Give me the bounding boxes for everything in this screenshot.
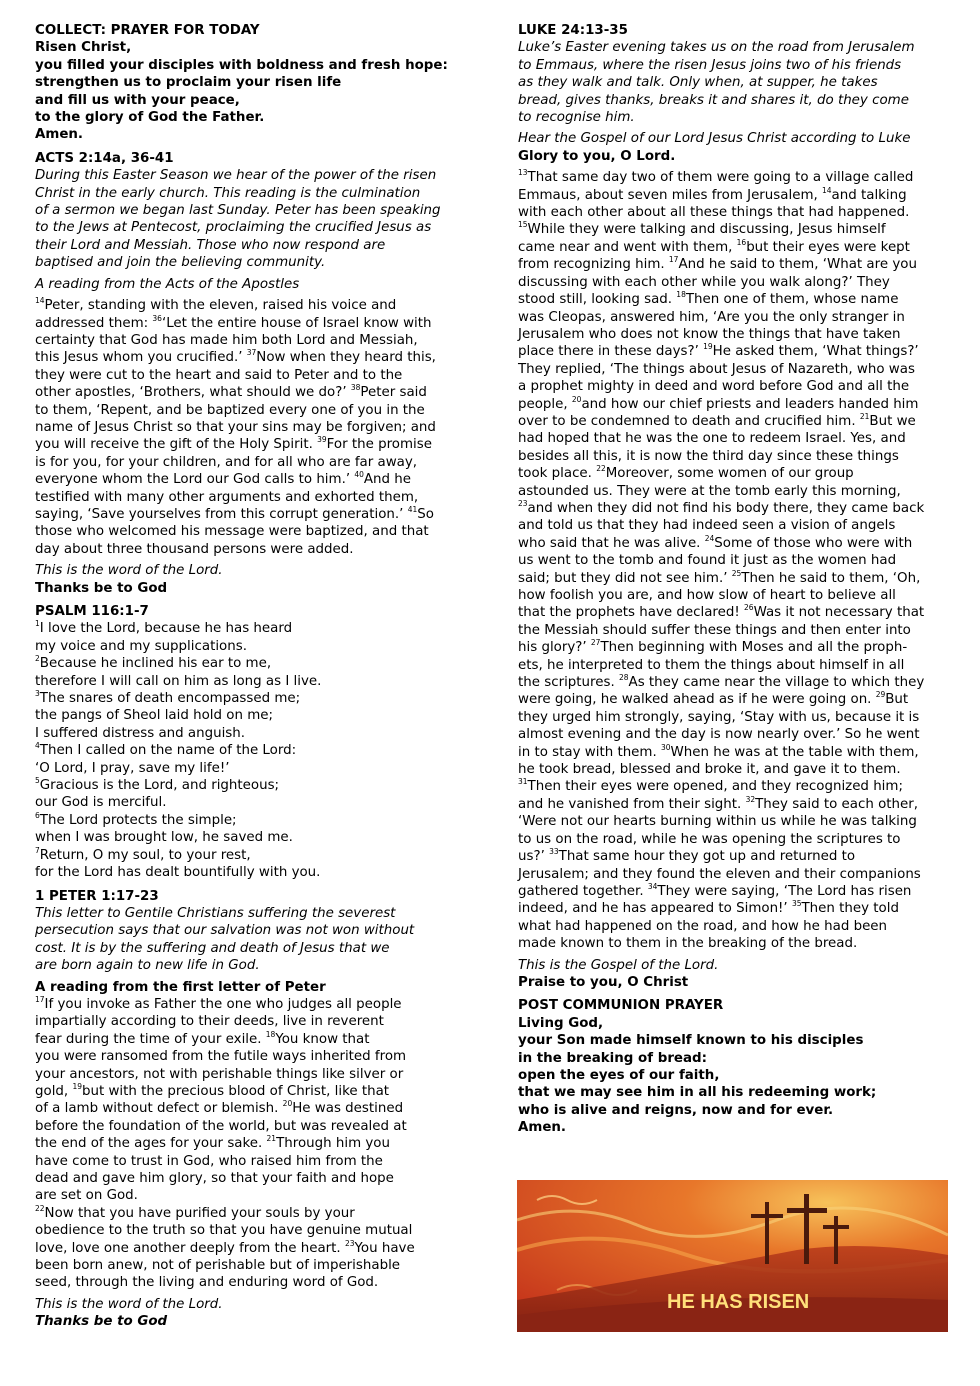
luke-verse-number: 34: [647, 881, 658, 891]
luke-verse-text: He asked them, ‘What things?’ They replied, ‘The things about Jesus of Nazareth, who was a prophet mighty in deed and word before God and all the people,: [518, 344, 919, 412]
three-crosses-illustration: [517, 1180, 948, 1332]
luke-verse-text: As they came near the village to which they were going, he walked ahead as if he were going on.: [518, 675, 925, 708]
luke-verse-number: 24: [704, 533, 715, 543]
collect-prayer: Risen Christ, you filled your disciples with boldness and fresh hope: strengthen us to proclaim your risen life and fill us with your peace, to the glory of God the Father. Amen.: [35, 40, 448, 143]
luke-verse-text: and how our chief priests and leaders handed him over to be condemned to death and crucified him.: [518, 396, 919, 429]
peter-verse-text: You have been born anew, not of perishable but of imperishable seed, through the living and enduring word of God.: [35, 1240, 415, 1291]
peter-announce: A reading from the first letter of Peter: [35, 979, 326, 995]
luke-closing: This is the Gospel of the Lord.: [518, 957, 719, 973]
peter-verse-number: 19: [72, 1081, 82, 1091]
luke-verse-text: and talking with each other about all these things that had happened.: [518, 187, 910, 221]
psalm-text: [35, 620, 475, 881]
luke-verse-text: When he was at the table with them, he took bread, blessed and broke it, and gave it to them.: [518, 744, 919, 778]
luke-verse-text: Moreover, some women of our group astounded us. They were at the tomb early this morning,: [518, 466, 901, 499]
acts-verse-text: ‘Let the entire house of Israel know with certainty that God has made him both Lord and Messiah, this Jesus whom you crucified.’: [35, 315, 432, 366]
peter-verse-number: 17: [35, 994, 45, 1004]
acts-verse-number: 39: [317, 435, 327, 445]
post-communion-prayer: Living God, your Son made himself known to his disciples in the breaking of bread: open the eyes of our faith, that we may see him in all his redeeming work; who is alive and reigns, now and for ever. Amen.: [518, 1015, 877, 1136]
peter-verse-text: but with the precious blood of Christ, like that of a lamb without defect or blemish.: [35, 1083, 390, 1117]
acts-verse-number: 40: [354, 470, 364, 480]
peter-reading: [35, 996, 475, 1292]
luke-verse-number: 33: [549, 847, 559, 857]
banner-caption: HE HAS RISEN: [667, 1291, 810, 1313]
acts-heading: ACTS 2:14a, 36-41: [35, 150, 174, 166]
acts-reading: [35, 297, 475, 558]
acts-announce: A reading from the Acts of the Apostles: [35, 276, 300, 292]
luke-intro: Luke’s Easter evening takes us on the road from Jerusalem to Emmaus, where the risen Jesus joins two of his friends as they walk and talk. Only when, at supper, he takes bread, gives thanks, breaks it and shares it, do they come to recognise him.: [518, 40, 915, 126]
acts-verse-text: Peter, standing with the eleven, raised his voice and addressed them:: [35, 298, 397, 331]
peter-verse-number: 18: [265, 1029, 276, 1039]
peter-verse-number: 20: [282, 1099, 293, 1109]
acts-verse-number: 14: [35, 296, 45, 306]
luke-verse-number: 14: [822, 185, 832, 195]
luke-verse-text: Then their eyes were opened, and they recognized him; and he vanished from their sight.: [518, 779, 903, 812]
psalm-verse-number: 4: [35, 741, 40, 751]
acts-verse-number: 36: [152, 313, 162, 323]
luke-verse-text: While they were talking and discussing, Jesus himself came near and went with them,: [518, 222, 886, 255]
luke-verse-number: 13: [518, 168, 528, 178]
luke-verse-text: Then he said to them, ‘Oh, how foolish you are, and how slow of heart to believe all that the prophets have declared!: [518, 570, 921, 621]
psalm-verse-text: The snares of death encompassed me; the pangs of Sheol laid hold on me; I suffered distress and anguish.: [35, 691, 301, 741]
psalm-verse-text: Because he inclined his ear to me, therefore I will call on him as long as I live.: [35, 656, 322, 689]
peter-verse-number: 23: [344, 1238, 355, 1248]
psalm-verse-number: 3: [35, 689, 40, 699]
luke-verse-number: 35: [791, 899, 802, 909]
acts-response: Thanks be to God: [35, 580, 168, 596]
psalm-verse-text: I love the Lord, because he has heard my voice and my supplications.: [35, 621, 293, 654]
peter-heading: 1 PETER 1:17-23: [35, 888, 159, 904]
luke-verse-number: 19: [703, 342, 713, 352]
acts-verse-number: 37: [246, 348, 257, 358]
psalm-heading: PSALM 116:1-7: [35, 604, 149, 619]
luke-verse-number: 27: [590, 638, 601, 648]
psalm-verse-number: 2: [35, 654, 40, 664]
peter-intro: This letter to Gentile Christians suffering the severest persecution says that our salvation was not won without cost. It is by the suffering and death of Jesus that we are born again to new life in God.: [35, 905, 415, 974]
luke-verse-number: 18: [676, 290, 686, 300]
post-communion-heading: POST COMMUNION PRAYER: [518, 998, 724, 1014]
luke-verse-number: 23: [518, 498, 528, 508]
luke-reading: [518, 169, 958, 952]
collect-heading: COLLECT: PRAYER FOR TODAY: [35, 23, 260, 38]
luke-verse-number: 22: [596, 464, 606, 474]
luke-verse-text: Some of those who were with us went to the tomb and found it just as the women had said; but they did not see him.’: [518, 535, 913, 586]
luke-verse-text: Then beginning with Moses and all the proph- ets, he interpreted to them the things about himself in all the scriptures.: [518, 640, 908, 691]
luke-verse-number: 26: [744, 603, 754, 613]
luke-verse-text: They said to each other, ‘Were not our hearts burning within us while he was talking to us on the road, while he was opening the scriptures to us?’: [518, 796, 919, 865]
left-column: [35, 22, 475, 1331]
acts-intro: During this Easter Season we hear of the power of the risen Christ in the early church. This reading is the culmination of a sermon we began last Sunday. Peter has been speaking to the Jews at Pentecost, proclaiming the crucified Jesus as their Lord and Messiah. Those who now respond are baptised and join the believing community.: [35, 168, 441, 271]
luke-verse-number: 16: [736, 237, 747, 247]
luke-verse-text: That same hour they got up and returned to Jerusalem; and they found the eleven and their companions gathered together.: [518, 849, 921, 899]
acts-verse-number: 41: [407, 504, 418, 514]
luke-verse-number: 20: [571, 394, 582, 404]
acts-verse-text: Now when they heard this, they were cut to the heart and said to Peter and to the other apostles, ‘Brothers, what should we do?’: [35, 350, 436, 401]
psalm-verse-text: The Lord protects the simple; when I was brought low, he saved me.: [35, 812, 293, 846]
psalm-verse-number: 1: [35, 619, 40, 629]
psalm-verse-text: Gracious is the Lord, and righteous; our God is merciful.: [35, 778, 280, 811]
luke-verse-text: and when they did not find his body there, they came back and told us that they had indeed seen a vision of angels who said that he was alive.: [518, 500, 925, 551]
psalm-verse-number: 6: [35, 810, 40, 820]
luke-verse-number: 21: [859, 411, 870, 421]
peter-verse-number: 22: [35, 1203, 45, 1213]
right-column: [518, 22, 958, 1137]
peter-verse-text: If you invoke as Father the one who judges all people impartially according to their deeds, live in reverent fear during the time of your exile.: [35, 996, 402, 1047]
luke-verse-text: But we had hoped that he was the one to redeem Israel. Yes, and besides all this, it is now the third day since these things took place.: [518, 413, 916, 482]
acts-closing: This is the word of the Lord.: [35, 563, 223, 579]
peter-closing: This is the word of the Lord.: [35, 1296, 223, 1312]
luke-heading: LUKE 24:13-35: [518, 23, 628, 38]
psalm-verse-text: Then I called on the name of the Lord: ‘O Lord, I pray, save my life!’: [35, 743, 297, 776]
luke-verse-text: Was it not necessary that the Messiah should suffer these things and then enter into his glory?’: [518, 605, 925, 656]
luke-verse-text: Then they told what had happened on the road, and how he had been made known to them in the breaking of the bread.: [518, 901, 899, 952]
luke-verse-text: But they urged him strongly, saying, ‘Stay with us, because it is almost evening and the day is now nearly over.’ So he went in to stay with them.: [518, 692, 920, 760]
peter-verse-text: He was destined before the foundation of the world, but was revealed at the end of the ages for your sake.: [35, 1101, 407, 1152]
acts-verse-number: 38: [350, 383, 361, 393]
acts-verse-text: For the promise is for you, for your children, and for all who are far away, everyone whom the Lord our God calls to him.’: [35, 437, 432, 488]
acts-verse-text: So those who welcomed his message were baptized, and that day about three thousand persons were added.: [35, 506, 434, 557]
luke-verse-number: 32: [745, 794, 756, 804]
luke-announce: Hear the Gospel of our Lord Jesus Christ according to Luke: [518, 131, 911, 147]
luke-verse-text: And he said to them, ‘What are you discussing with each other while you walk along?’ They stood still, looking sad.: [518, 257, 917, 308]
peter-verse-text: Now that you have purified your souls by your obedience to the truth so that you have genuine mutual love, love one another deeply from the heart.: [35, 1205, 413, 1256]
psalm-verse-number: 5: [35, 776, 40, 786]
peter-verse-number: 21: [266, 1134, 277, 1144]
luke-verse-number: 28: [618, 673, 629, 683]
luke-verse-number: 29: [875, 690, 886, 700]
luke-verse-text: Then one of them, whose name was Cleopas, answered him, ‘Are you the only stranger in Jerusalem who does not know the things that have taken place there in these days?’: [518, 292, 905, 360]
luke-verse-number: 17: [668, 255, 679, 265]
luke-verse-number: 30: [660, 742, 671, 752]
luke-verse-number: 15: [518, 220, 528, 230]
psalm-verse-text: Return, O my soul, to your rest, for the Lord has dealt bountifully with you.: [35, 847, 321, 881]
peter-response: Thanks be to God: [35, 1314, 168, 1330]
acts-verse-text: Peter said to them, ‘Repent, and be baptized every one of you in the name of Jesus Christ so that your sins may be forgiven; and you will receive the gift of the Holy Spirit.: [35, 385, 436, 453]
psalm-verse-number: 7: [35, 845, 40, 855]
luke-verse-text: but their eyes were kept from recognizing him.: [518, 239, 910, 273]
peter-verse-text: You know that you were ransomed from the futile ways inherited from your ancestors, not with perishable things like silver or gold,: [35, 1031, 407, 1099]
luke-verse-text: They were saying, ‘The Lord has risen indeed, and he has appeared to Simon!’: [518, 883, 912, 917]
peter-verse-text: Through him you have come to trust in God, who raised him from the dead and gave him glory, so that your faith and hope are set on God.: [35, 1136, 394, 1204]
luke-verse-number: 25: [731, 568, 742, 578]
he-has-risen-banner: [517, 1180, 948, 1332]
luke-verse-text: That same day two of them were going to a village called Emmaus, about seven miles from Jerusalem,: [518, 170, 914, 203]
luke-announce-response: Glory to you, O Lord.: [518, 148, 676, 164]
luke-verse-number: 31: [518, 777, 528, 787]
luke-response: Praise to you, O Christ: [518, 974, 689, 990]
acts-verse-text: And he testified with many other arguments and exhorted them, saying, ‘Save yourselves from this corrupt generation.’: [35, 472, 419, 522]
